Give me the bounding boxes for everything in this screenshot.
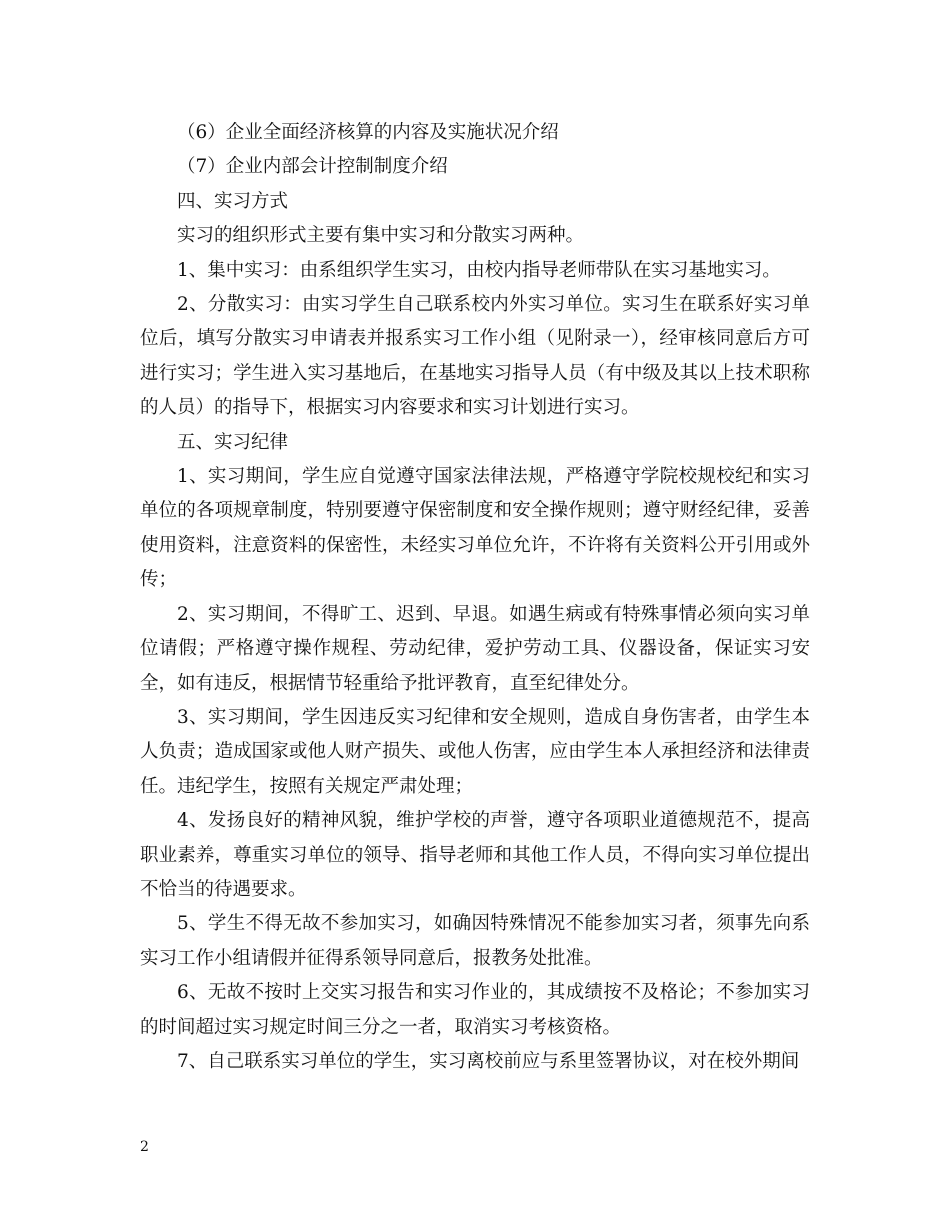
section-heading-internship-method: 四、实习方式: [177, 190, 289, 212]
paragraph-internship-forms: 实习的组织形式主要有集中实习和分散实习两种。: [177, 225, 585, 247]
paragraph-item-6-accounting: （6）企业全面经济核算的内容及实施状况介绍: [177, 122, 559, 143]
paragraph-discipline-rule-1: 1、实习期间，学生应自觉遵守国家法律法规，严格遵守学院校规校纪和实习单位的各项规章制度，特别要遵守保密制度和安全操作规则；遵守财经纪律，妥善使用资料，注意资料的保密性，未经实习单位允许，不许将有关资料公开引用或外传；: [140, 466, 810, 591]
section-heading-internship-discipline: 五、实习纪律: [177, 431, 289, 453]
paragraph-discipline-rule-5: 5、学生不得无故不参加实习，如确因特殊情况不能参加实习者，须事先向系实习工作小组请假并征得系领导同意后，报教务处批准。: [140, 913, 810, 969]
page-number: 2: [140, 1139, 149, 1155]
paragraph-item-7-internal-control: （7）企业内部会计控制制度介绍: [177, 156, 448, 178]
paragraph-centralized-internship: 1、集中实习：由系组织学生实习，由校内指导老师带队在实习基地实习。: [177, 259, 781, 281]
paragraph-discipline-rule-4: 4、发扬良好的精神风貌，维护学校的声誉，遵守各项职业道德规范不，提高职业素养，尊重实习单位的领导、指导老师和其他工作人员，不得向实习单位提出不恰当的待遇要求。: [140, 810, 810, 900]
paragraph-decentralized-internship: 2、分散实习：由实习学生自己联系校内外实习单位。实习生在联系好实习单位后，填写分散实习申请表并报系实习工作小组（见附录一），经审核同意后方可进行实习；学生进入实习基地后，在基地实习指导人员（有中级及其以上技术职称的人员）的指导下，根据实习内容要求和实习计划进行实习。: [140, 294, 810, 419]
paragraph-discipline-rule-7: 7、自己联系实习单位的学生，实习离校前应与系里签署协议，对在校外期间: [177, 1050, 800, 1072]
paragraph-discipline-rule-6: 6、无故不按时上交实习报告和实习作业的，其成绩按不及格论；不参加实习的时间超过实习规定时间三分之一者，取消实习考核资格。: [140, 982, 810, 1038]
paragraph-discipline-rule-3: 3、实习期间，学生因违反实习纪律和安全规则，造成自身伤害者，由学生本人负责；造成国家或他人财产损失、或他人伤害，应由学生本人承担经济和法律责任。违纪学生，按照有关规定严肃处理；: [140, 706, 810, 797]
paragraph-discipline-rule-2: 2、实习期间，不得旷工、迟到、早退。如遇生病或有特殊事情必须向实习单位请假；严格遵守操作规程、劳动纪律，爱护劳动工具、仪器设备，保证实习安全，如有违反，根据情节轻重给予批评教育，直至纪律处分。: [140, 603, 810, 694]
document-body: [140, 116, 810, 1079]
